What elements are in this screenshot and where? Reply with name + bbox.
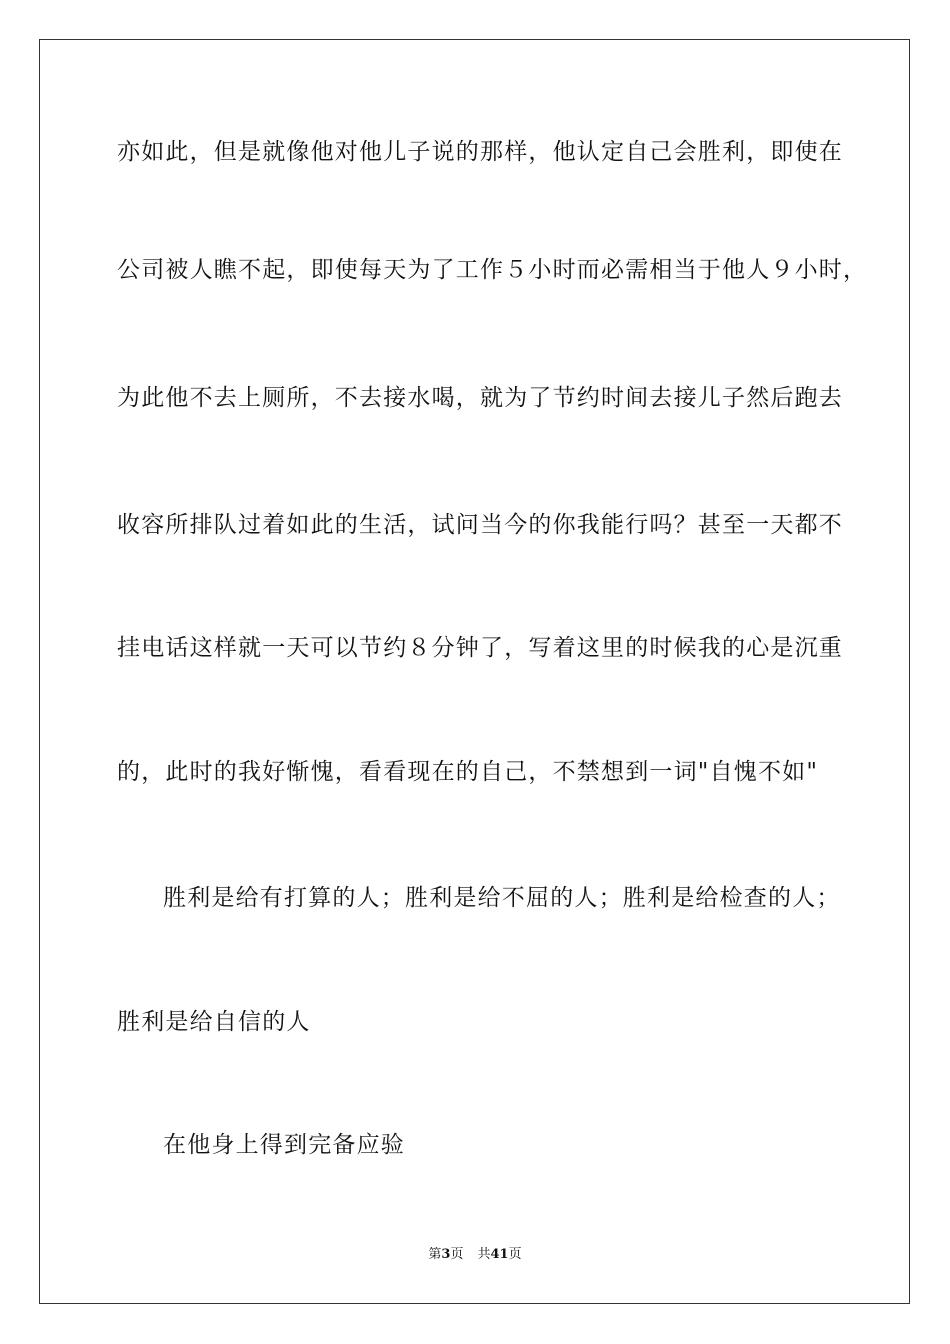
- page-footer: [0, 1246, 950, 1264]
- paragraph-line-7: 胜利是给有打算的人；胜利是给不屈的人；胜利是给检查的人；: [163, 885, 841, 911]
- paragraph-line-6: 的，此时的我好惭愧，看看现在的自己，不禁想到一词"自愧不如": [117, 759, 819, 785]
- footer-total-suffix: 页: [508, 1247, 522, 1262]
- paragraph-line-2: 公司被人瞧不起，即使每天为了工作５小时而必需相当于他人９小时，: [117, 257, 868, 283]
- footer-total-prefix: 共: [477, 1247, 491, 1262]
- paragraph-line-1: 亦如此，但是就像他对他儿子说的那样，他认定自己会胜利，即使在: [117, 139, 843, 165]
- footer-page-prefix: 第: [428, 1247, 442, 1262]
- paragraph-line-8: 胜利是给自信的人: [117, 1009, 311, 1035]
- paragraph-line-5: 挂电话这样就一天可以节约８分钟了，写着这里的时候我的心是沉重: [117, 635, 843, 661]
- footer-page-number: 3: [441, 1247, 451, 1262]
- page-border: [39, 39, 910, 1304]
- paragraph-line-9: 在他身上得到完备应验: [163, 1132, 405, 1158]
- footer-page-suffix: 页: [450, 1247, 464, 1262]
- footer-total-pages: 41: [490, 1247, 509, 1262]
- paragraph-line-3: 为此他不去上厕所，不去接水喝，就为了节约时间去接儿子然后跑去: [117, 385, 843, 411]
- paragraph-line-4: 收容所排队过着如此的生活，试问当今的你我能行吗？甚至一天都不: [117, 512, 843, 538]
